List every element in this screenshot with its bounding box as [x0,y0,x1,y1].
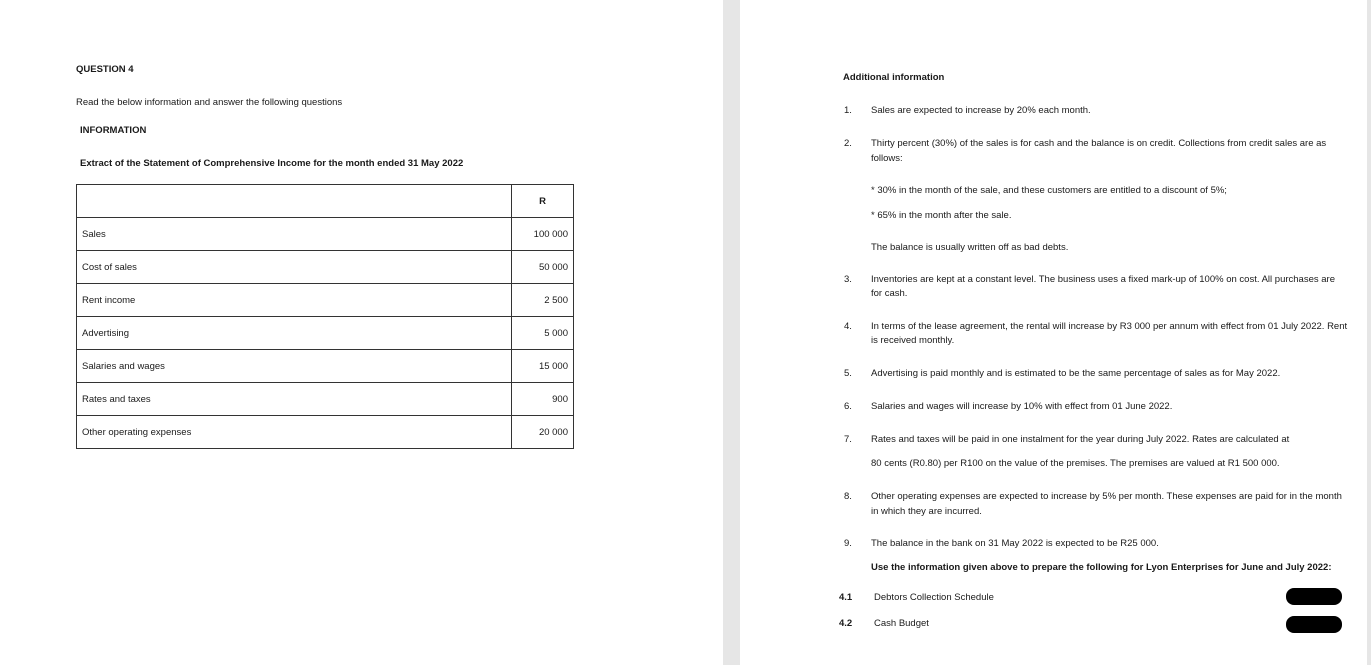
item-text-line2: follows: [871,153,903,164]
extract-title: Extract of the Statement of Comprehensive Income for the month ended 31 May 2022 [80,158,464,169]
item-number: 8. [844,491,852,502]
income-statement-table [76,184,574,449]
question-title: QUESTION 4 [76,64,134,75]
table-row [77,350,574,383]
right-scroll-edge [1367,0,1371,665]
collection-line: * 65% in the month after the sale. [871,210,1012,221]
row-amount: 20 000 [512,416,574,449]
row-item: Sales [77,218,512,251]
table-header-currency: R [512,185,574,218]
row-item: Other operating expenses [77,416,512,449]
table-header-item [77,185,512,218]
task-label: Debtors Collection Schedule [874,592,994,603]
row-amount: 2 500 [512,284,574,317]
table-row [77,284,574,317]
table-row [77,218,574,251]
bad-debts-text: The balance is usually written off as bad debts. [871,242,1069,253]
item-text-line1: Inventories are kept at a constant level. The business uses a fixed mark-up of 100% on cost. All purchases are [871,274,1335,285]
additional-info-heading: Additional information [843,72,945,83]
task-number: 4.1 [839,592,853,603]
table-row [77,317,574,350]
document-page-right [740,0,1367,665]
row-item: Cost of sales [77,251,512,284]
redaction-mark [1286,616,1342,633]
item-text-line1: Other operating expenses are expected to increase by 5% per month. These expenses are paid for in the month [871,491,1342,502]
task-number: 4.2 [839,618,853,629]
page-gap [723,0,740,665]
table-row [77,416,574,449]
row-amount: 50 000 [512,251,574,284]
item-number: 6. [844,401,852,412]
item-text-line1: In terms of the lease agreement, the rental will increase by R3 000 per annum with effect from 01 July 2022. Rent [871,321,1348,332]
item-text-line1: Rates and taxes will be paid in one instalment for the year during July 2022. Rates are calculated at [871,434,1290,445]
table-header-row [77,185,574,218]
item-number: 9. [844,538,852,549]
table-row [77,383,574,416]
item-number: 7. [844,434,852,445]
item-text: Advertising is paid monthly and is estimated to be the same percentage of sales as for May 2022. [871,368,1281,379]
item-text: The balance in the bank on 31 May 2022 is expected to be R25 000. [871,538,1159,549]
row-amount: 900 [512,383,574,416]
row-item: Rates and taxes [77,383,512,416]
item-text: Salaries and wages will increase by 10% with effect from 01 June 2022. [871,401,1173,412]
item-text-line2: 80 cents (R0.80) per R100 on the value of the premises. The premises are valued at R1 500 000. [871,458,1280,469]
item-number: 5. [844,368,852,379]
collection-line: * 30% in the month of the sale, and these customers are entitled to a discount of 5%; [871,185,1227,196]
row-amount: 15 000 [512,350,574,383]
instruction-text: Read the below information and answer the following questions [76,97,343,108]
item-number: 2. [844,138,852,149]
item-text-line1: Thirty percent (30%) of the sales is for cash and the balance is on credit. Collections from credit sales are as [871,138,1327,149]
item-number: 4. [844,321,852,332]
table-row [77,251,574,284]
item-text-line2: in which they are incurred. [871,506,982,517]
redaction-mark [1286,588,1342,605]
info-heading: INFORMATION [80,125,147,136]
task-label: Cash Budget [874,618,929,629]
row-item: Advertising [77,317,512,350]
item-text: Sales are expected to increase by 20% each month. [871,105,1091,116]
item-text-line2: is received monthly. [871,335,955,346]
row-amount: 100 000 [512,218,574,251]
item-number: 1. [844,105,852,116]
row-item: Salaries and wages [77,350,512,383]
task-instruction: Use the information given above to prepare the following for Lyon Enterprises for June and July 2022: [871,562,1332,573]
item-text-line2: for cash. [871,288,908,299]
row-item: Rent income [77,284,512,317]
row-amount: 5 000 [512,317,574,350]
item-number: 3. [844,274,852,285]
